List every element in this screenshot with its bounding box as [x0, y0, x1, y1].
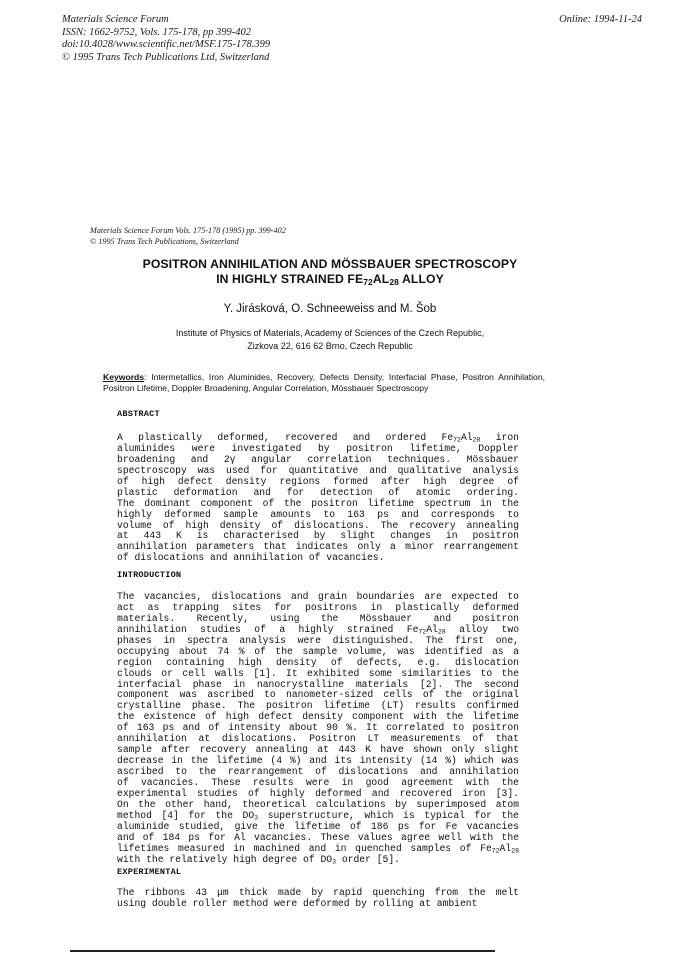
- text-line: sample after recovery annealing at 443 K have shown only slight: [117, 744, 519, 756]
- text-line: clouds or cell walls [1]. It exhibited some similarities to the: [117, 667, 519, 679]
- original-pubinfo: [90, 226, 286, 247]
- text-line: of 163 ps and of intensity about 90 %. It correlated to positron: [117, 722, 519, 734]
- text-line: with the relatively high degree of $DO_3$ order [5].: [117, 853, 400, 865]
- text-line: of dislocations and annihilation of vacancies.: [117, 552, 385, 564]
- text-line: broadening and 2γ angular correlation techniques. Mössbauer: [117, 453, 519, 465]
- title-text: IN HIGHLY STRAINED FE: [216, 272, 364, 286]
- text-line: plastic deformation and for detection of atomic ordering.: [117, 486, 519, 498]
- introduction-heading: INTRODUCTION: [117, 570, 182, 580]
- title-text: AL: [372, 272, 390, 286]
- text-line: The dominant component of the positron lifetime spectrum in the: [117, 497, 519, 509]
- affiliation-line-1: Institute of Physics of Materials, Academy of Sciences of the Czech Republic,: [175, 328, 485, 338]
- text-line: and of 184 ps for Al vacancies. These values agree well with the: [117, 831, 519, 843]
- abstract-body: [117, 433, 519, 564]
- keywords-text: : Intermetallics, Iron Aluminides, Recovery, Defects Density, Interfacial Phase, Positron Annihilation, Positron Lifetime, Doppler Broadening, Angular Correlation, Mössbauer Spectroscopy: [103, 372, 545, 394]
- text-line: of high defect density regions formed after high degree of: [117, 475, 519, 487]
- title-line-1: POSITRON ANNIHILATION AND MÖSSBAUER SPECTROSCOPY: [142, 257, 518, 271]
- text-line: annihilation studies of a highly strained $Fe_{72}Al_{28}$ alloy two: [117, 623, 520, 636]
- copyright-line: © 1995 Trans Tech Publications Ltd, Switzerland: [62, 51, 270, 63]
- text-line: the existence of high defect density component with the lifetime: [117, 711, 519, 723]
- text-line: of vacancies. These results were in good agreement with the: [117, 776, 519, 788]
- text-line: A plastically deformed, recovered and ordered $Fe_{72}Al_{28}$ iron: [117, 432, 519, 444]
- text-line: ascribed to the rearrangement of dislocations and annihilation: [117, 766, 519, 777]
- pubinfo-volume: Materials Science Forum Vols. 175-178 (1995) pp. 399-402: [90, 226, 286, 235]
- text-line: phases in spectra analysis were distinguished. The first one,: [117, 634, 519, 646]
- text-line: On the other hand, theoretical calculations by superimposed atom: [117, 798, 519, 810]
- affiliation: [80, 327, 580, 352]
- text-line: experimental studies of highly deformed and recovered iron [3].: [117, 787, 519, 799]
- doi-link[interactable]: doi:10.4028/www.scientific.net/MSF.175-178.399: [62, 39, 271, 50]
- title-subscript: 28: [389, 277, 399, 287]
- text-line: act as trapping sites for positrons in plastically deformed: [117, 601, 519, 613]
- text-line: volume of high density of dislocations. The recovery annealing: [117, 519, 519, 531]
- text-line: crystalline phase. The positron lifetime (LT) results confirmed: [117, 700, 519, 712]
- text-line: component was ascribed to nanometer-sized cells of the original: [117, 689, 519, 701]
- journal-name: Materials Science Forum: [62, 14, 169, 25]
- authors: Y. Jirásková, O. Schneeweiss and M. Šob: [223, 303, 437, 315]
- text-line: decrease in the lifetime (4 %) and its intensity (14 %) which was: [117, 755, 519, 767]
- text-line: method [4] for the $DO_3$ superstructure, which is typical for the: [117, 809, 519, 822]
- text-line: interfacial phase in nanocrystalline materials [2]. The second: [117, 678, 519, 690]
- title-subscript: 72: [363, 277, 373, 287]
- issn-line: ISSN: 1662-9752, Vols. 175-178, pp 399-402: [62, 26, 251, 38]
- text-line: The vacancies, dislocations and grain boundaries are expected to: [117, 591, 519, 602]
- footer-rule: [70, 950, 495, 952]
- paper-title: [80, 257, 580, 290]
- text-line: region containing high density of defects, e.g. dislocation: [117, 656, 519, 668]
- text-line: using double roller method were deformed by rolling at ambient: [117, 897, 478, 909]
- abstract-heading: ABSTRACT: [117, 409, 160, 419]
- text-line: lifetimes measured in machined and in quenched samples of $Fe_{72}Al_{28}$: [117, 842, 519, 855]
- introduction-body: [117, 592, 519, 865]
- text-line: at 443 K is characterised by slight changes in positron: [117, 530, 519, 542]
- keywords-label: Keywords: [103, 372, 145, 382]
- text-line: occupying about 74 % of the sample volume, was identified as a: [117, 645, 519, 657]
- text-line: aluminides were investigated by positron lifetime, Doppler: [117, 442, 519, 454]
- text-line: highly deformed sample amounts to 163 ps and corresponds to: [117, 508, 519, 520]
- experimental-heading: EXPERIMENTAL: [117, 867, 182, 877]
- online-date: Online: 1994-11-24: [559, 14, 642, 25]
- pubinfo-copyright: © 1995 Trans Tech Publications, Switzerland: [90, 236, 239, 246]
- text-line: annihilation parameters that indicates only a minor rearrangement: [117, 541, 519, 553]
- text-line: materials. Recently, using the Mössbauer and positron: [117, 612, 519, 624]
- keywords: [103, 372, 545, 394]
- text-line: annihilation at dislocations. Positron LT measurements of that: [117, 733, 519, 745]
- title-line-2: [80, 272, 580, 290]
- experimental-body: [117, 888, 519, 910]
- title-text: ALLOY: [398, 272, 444, 286]
- publication-header: [62, 14, 270, 64]
- affiliation-line-2: Zizkova 22, 616 62 Brno, Czech Republic: [247, 340, 413, 351]
- text-line: aluminide studied, give the lifetime of 186 ps for Fe vacancies: [117, 820, 519, 832]
- text-line: The ribbons 43 μm thick made by rapid quenching from the melt: [117, 887, 519, 898]
- text-line: spectroscopy was used for quantitative and qualitative analysis: [117, 464, 519, 476]
